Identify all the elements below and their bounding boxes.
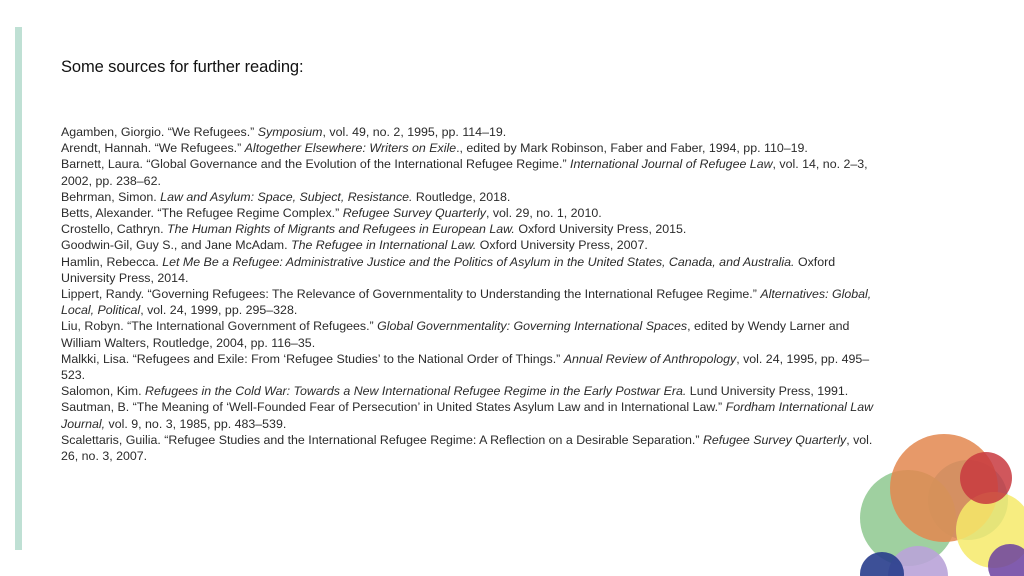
reference-title-italic: The Refugee in International Law. <box>291 238 477 253</box>
reference-text: Malkki, Lisa. “Refugees and Exile: From ‘Refugee Studies’ to the National Order of Things.” <box>61 351 564 366</box>
reference-text: , edited by Wendy Larner and William Walters, Routledge, 2004, pp. 116–35. <box>61 319 850 350</box>
reference-title-italic: International Journal of Refugee Law <box>570 157 773 172</box>
reference-title-italic: Refugee Survey Quarterly <box>342 206 486 221</box>
reference-title-italic: Altogether Elsewhere: Writers on Exile <box>244 141 457 156</box>
reference-text: Hamlin, Rebecca. <box>61 254 163 269</box>
bubble-red <box>960 452 1012 504</box>
reference-text: , vol. 26, no. 3, 2007. <box>61 432 873 464</box>
reference-text: Agamben, Giorgio. “We Refugees.” <box>61 125 258 139</box>
reference-text: Crostello, Cathryn. <box>61 222 168 237</box>
reference-text: Oxford University Press, 2007. <box>476 238 648 253</box>
reference-title-italic: Refugees in the Cold War: Towards a New International Refugee Regime in the Early Postwar Era. <box>145 384 687 399</box>
reference-text: Routledge, 2018. <box>412 189 511 204</box>
reference-title-italic: Symposium <box>257 125 323 139</box>
reference-text: Salomon, Kim. <box>61 384 146 399</box>
reference-text: vol. 9, no. 3, 1985, pp. 483–539. <box>105 416 287 431</box>
reference-text: Lund University Press, 1991. <box>686 384 849 399</box>
reference-text: Lippert, Randy. “Governing Refugees: The Relevance of Governmentality to Understanding the International Refugee Regime.” <box>61 287 761 302</box>
reference-text: Betts, Alexander. “The Refugee Regime Complex.” <box>61 206 343 221</box>
reference-text: , vol. 14, no. 2–3, 2002, pp. 238–62. <box>61 157 868 188</box>
reference-text: , vol. 24, 1995, pp. 495–523. <box>61 351 870 383</box>
reference-text: Liu, Robyn. “The International Government of Refugees.” <box>61 319 378 334</box>
reference-text: Oxford University Press, 2015. <box>514 222 687 237</box>
reference-text: , vol. 29, no. 1, 2010. <box>485 206 602 221</box>
reference-text: Goodwin-Gil, Guy S., and Jane McAdam. <box>61 238 292 253</box>
reference-text: Behrman, Simon. <box>61 189 161 204</box>
reference-text: ., edited by Mark Robinson, Faber and Faber, 1994, pp. 110–19. <box>456 141 808 156</box>
reference-text: , vol. 49, no. 2, 1995, pp. 114–19. <box>322 125 507 139</box>
reference-title-italic: Let Me Be a Refugee: Administrative Justice and the Politics of Asylum in the United States, Canada, and Australia. <box>162 254 795 269</box>
reference-text: , vol. 24, 1999, pp. 295–328. <box>140 303 298 318</box>
reference-title-italic: Refugee Survey Quarterly <box>702 432 847 447</box>
reference-text: Barnett, Laura. “Global Governance and the Evolution of the International Refugee Regime.” <box>61 157 571 172</box>
reference-title-italic: Fordham International Law Journal, <box>61 400 874 431</box>
reference-text: Oxford University Press, 2014. <box>61 254 836 285</box>
reference-title-italic: Alternatives: Global, Local, Political <box>61 287 872 318</box>
reference-title-italic: The Human Rights of Migrants and Refugees in European Law. <box>167 222 515 237</box>
reference-text: Sautman, B. “The Meaning of ‘Well-Founded Fear of Persecution’ in United States Asylum Law and in International Law.” <box>61 400 726 415</box>
reference-title-italic: Global Governmentality: Governing International Spaces <box>377 319 688 334</box>
reference-title-italic: Annual Review of Anthropology <box>563 351 737 366</box>
reference-text: Scalettaris, Guilia. “Refugee Studies and the International Refugee Regime: A Reflection on a Desirable Separation.” <box>61 432 703 447</box>
reference-text: Arendt, Hannah. “We Refugees.” <box>61 141 245 156</box>
reference-title-italic: Law and Asylum: Space, Subject, Resistance. <box>160 189 413 204</box>
slide-title: Some sources for further reading: <box>61 58 304 76</box>
